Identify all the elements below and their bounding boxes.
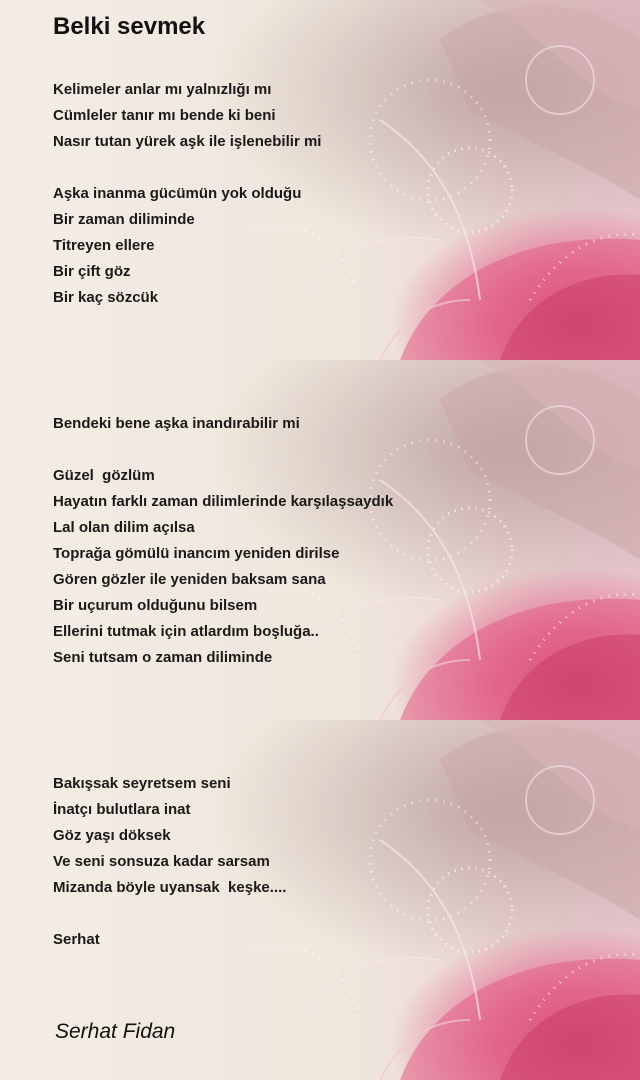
poem-line: Göz yaşı döksek bbox=[53, 827, 171, 844]
stanza-5 bbox=[53, 771, 286, 901]
stanza-3 bbox=[53, 411, 300, 437]
poem-line: Hayatın farklı zaman dilimlerinde karşılaşsaydık bbox=[53, 493, 394, 510]
poem-line: Bakışsak seyretsem seni bbox=[53, 775, 231, 792]
poem-line: Nasır tutan yürek aşk ile işlenebilir mi bbox=[53, 133, 322, 150]
poem-line: Aşka inanma gücümün yok olduğu bbox=[53, 185, 302, 202]
poem-line: Bendeki bene aşka inandırabilir mi bbox=[53, 415, 300, 432]
author-name: Serhat Fidan bbox=[55, 1020, 176, 1043]
poem-line: Lal olan dilim açılsa bbox=[53, 519, 195, 536]
poem-line: Bir kaç sözcük bbox=[53, 289, 159, 306]
poem-line: Ellerini tutmak için atlardım boşluğa.. bbox=[53, 623, 319, 640]
stanza-4 bbox=[53, 463, 393, 671]
poem-line: Bir çift göz bbox=[53, 263, 131, 280]
poem-line: Bir zaman diliminde bbox=[53, 211, 195, 228]
poem-line: İnatçı bulutlara inat bbox=[53, 801, 191, 818]
poem-line: Titreyen ellere bbox=[53, 237, 155, 254]
poem-line: Ve seni sonsuza kadar sarsam bbox=[53, 853, 270, 870]
poem-line: Kelimeler anlar mı yalnızlığı mı bbox=[53, 81, 272, 98]
poem-line: Cümleler tanır mı bende ki beni bbox=[53, 107, 276, 124]
poem-line: Toprağa gömülü inancım yeniden dirilse bbox=[53, 545, 340, 562]
poem-line: Mizanda böyle uyansak keşke.... bbox=[53, 879, 287, 896]
poem-line: Seni tutsam o zaman diliminde bbox=[53, 649, 273, 666]
poem-line: Gören gözler ile yeniden baksam sana bbox=[53, 571, 326, 588]
poem-line: Bir uçurum olduğunu bilsem bbox=[53, 597, 258, 614]
stanza-2 bbox=[53, 181, 301, 311]
signature: Serhat bbox=[53, 931, 100, 948]
stanza-1 bbox=[53, 77, 321, 155]
poem-line: Güzel gözlüm bbox=[53, 467, 155, 484]
poem-title: Belki sevmek bbox=[53, 13, 206, 40]
